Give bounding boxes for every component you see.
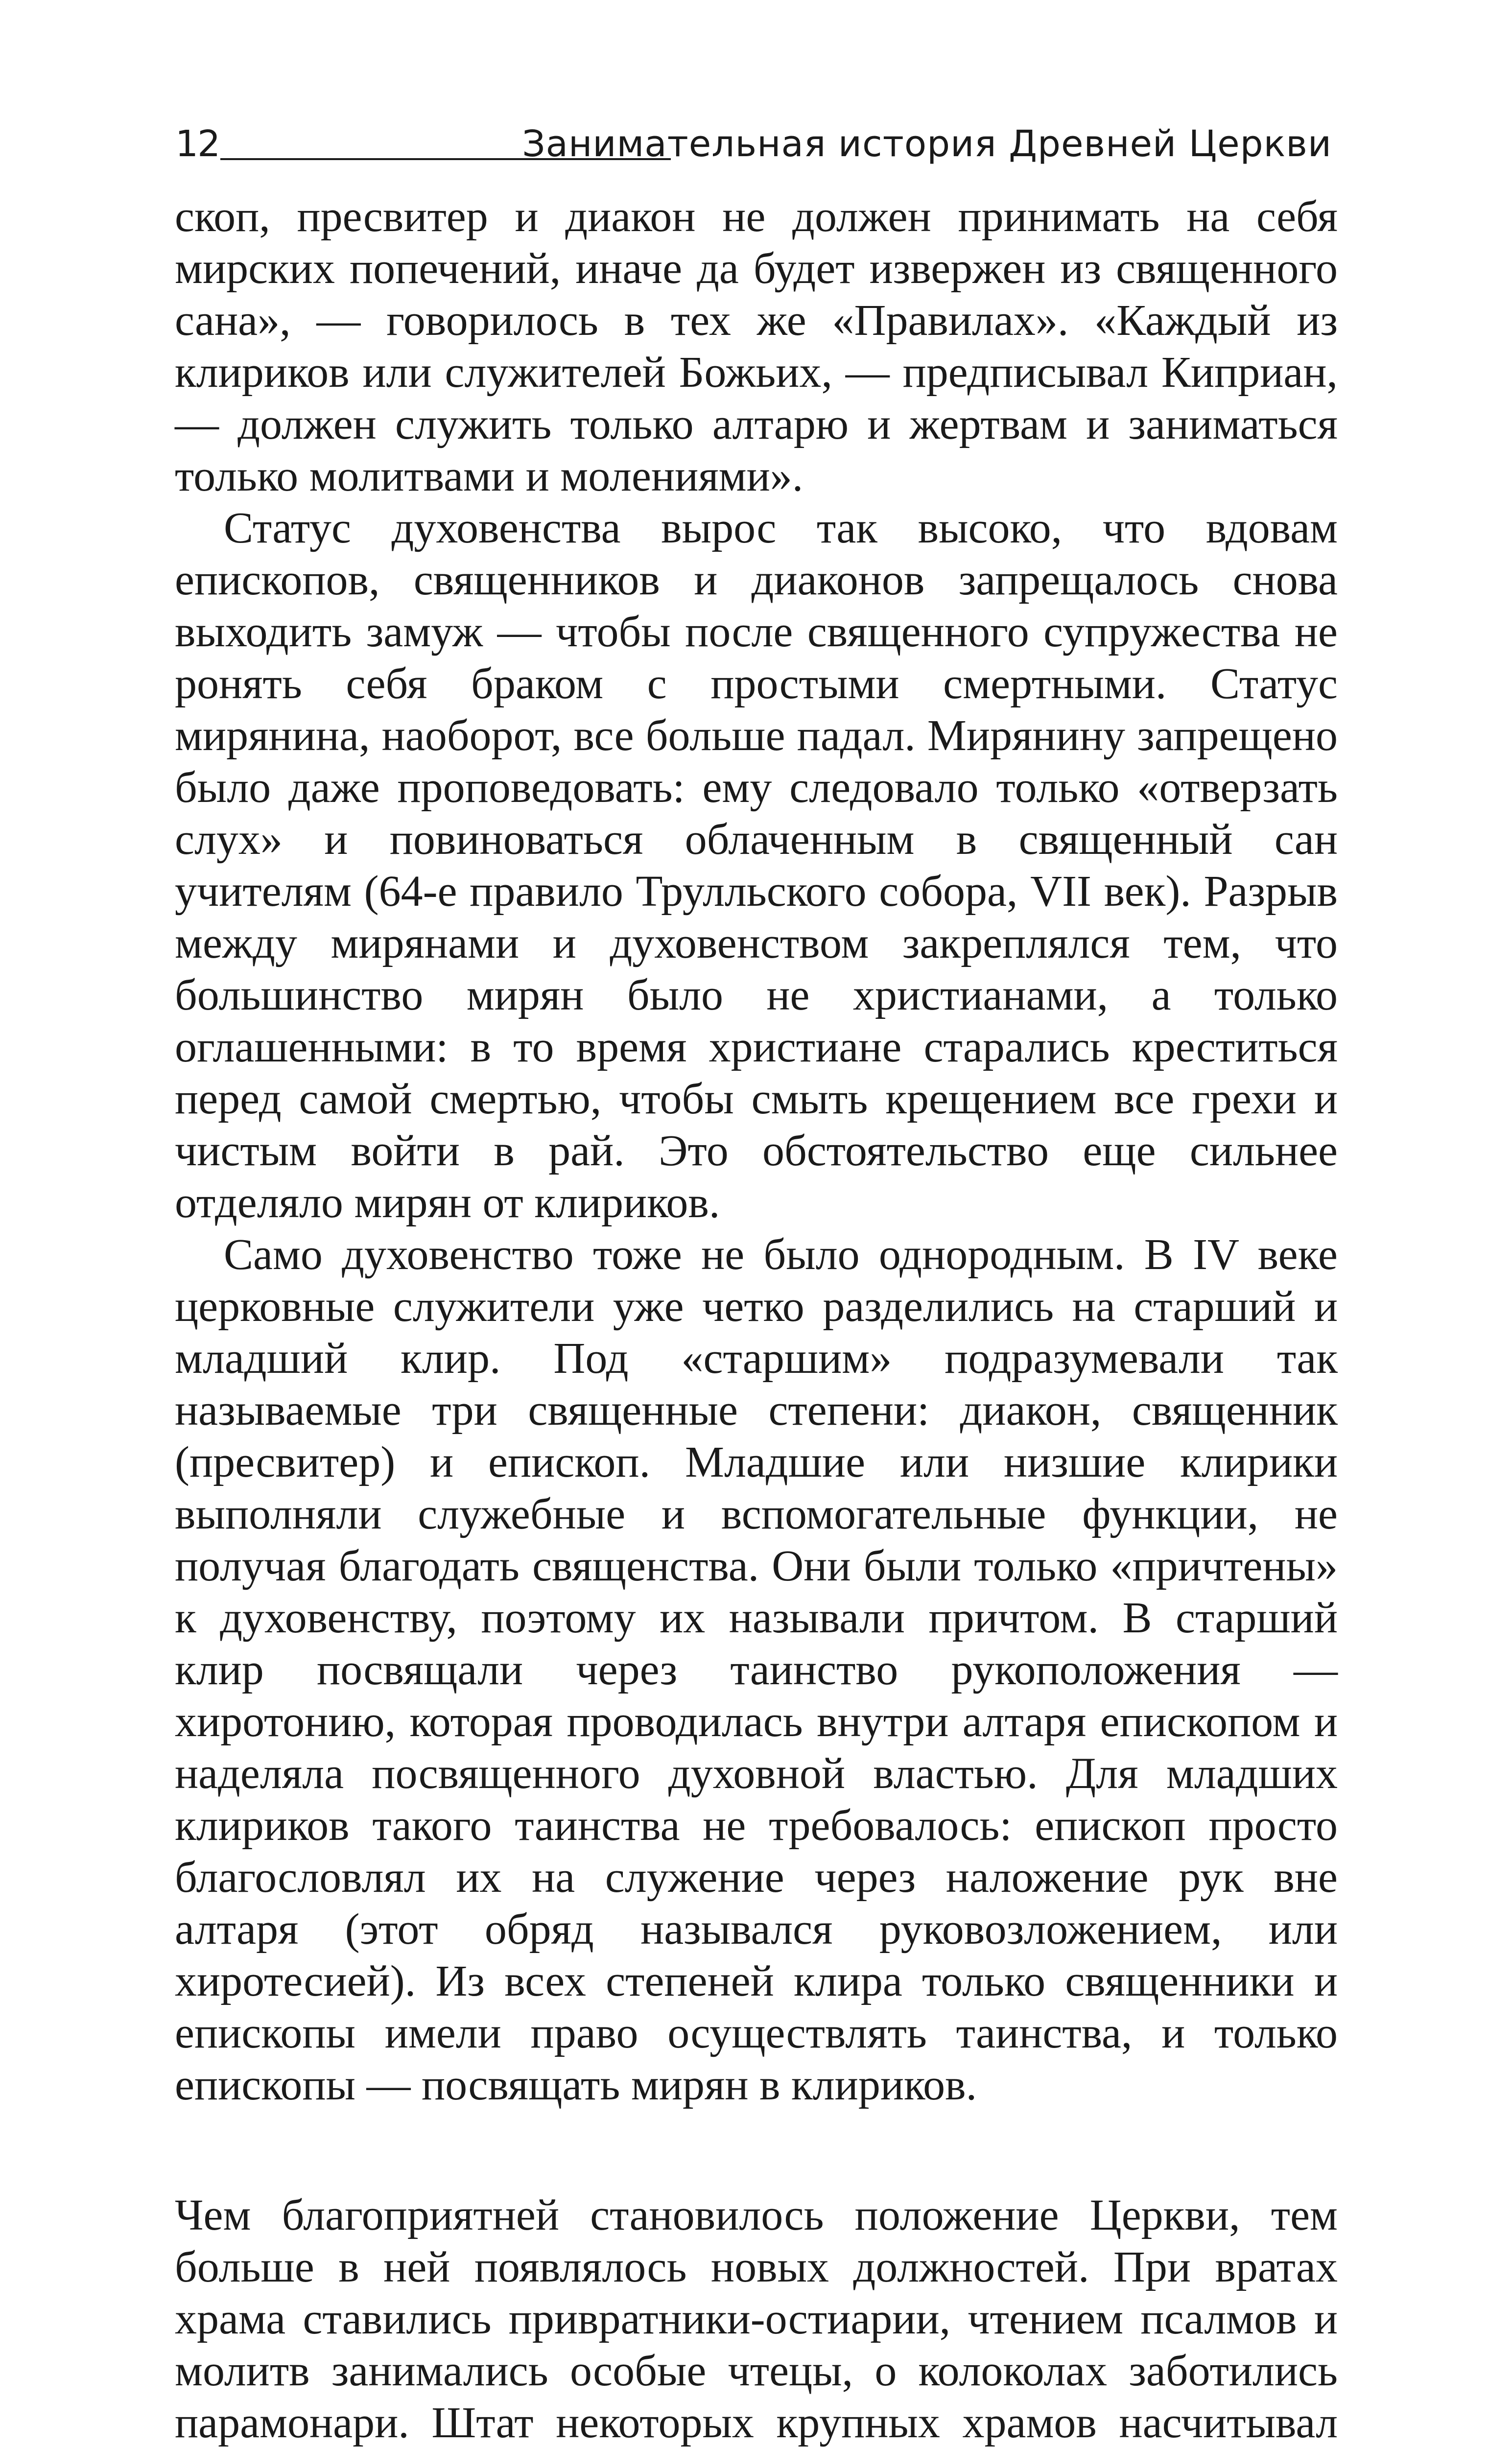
paragraph-clergy-status: Статус духовенства вырос так высоко, что вдовам епископов, священников и диаконов запрещалось снова выходить замуж — чтобы после священного супружества не ронять себя браком с простыми смертными. Статус мирянина, наоборот, все больше падал. Мирянину запрещено было даже проповедовать: ему следовало только «отверзать слух» и повиноваться облаченным в священный сан учителям (64-е правило Трулльского собора, VII век). Разрыв между мирянами и духовенством закреплялся тем, что большинство мирян было не христианами, а только оглашенными: в то время христиане старались креститься перед самой смертью, чтобы смыть крещением все грехи и чистым войти в рай. Это обстоятельство еще сильнее отделяло мирян от клириков. — [175, 504, 1338, 1227]
running-header — [171, 112, 1342, 170]
running-title: Занимательная история Древней Церкви — [522, 123, 1332, 165]
page-number: 12 — [175, 123, 220, 165]
body-text — [175, 191, 1338, 2448]
paragraph-clergy-ranks: Само духовенство тоже не было однородным. В IV веке церковные служители уже четко разделились на старший и младший клир. Под «старшим» подразумевали так называемые три священные степени: диакон, священник (пресвитер) и епископ. Младшие или низшие клирики выполняли служебные и вспомогательные функции, не получая благодать священства. Они были только «причтены» к духовенству, поэтому их называли причтом. В старший клир посвящали через таинство рукоположения — хиротонию, которая проводилась внутри алтаря епископом и наделяла посвященного духовной властью. Для младших клириков такого таинства не требовалось: епископ просто благословлял их на служение через наложение рук вне алтаря (этот обряд назывался руковозложением, или хиротесией). Из всех степеней клира только священники и епископы имели право осуществлять таинства, и только епископы — посвящать мирян в клириков. — [175, 1230, 1338, 2109]
paragraph-new-offices: Чем благоприятней становилось положение Церкви, тем больше в ней появлялось новых должностей. При вратах храма ставились привратники-остиарии, чтением псалмов и молитв занимались особые чтецы, о колоколах заботились парамонари. Штат некоторых крупных храмов насчитывал — [175, 2191, 1338, 2447]
paragraph-continued: скоп, пресвитер и диакон не должен принимать на себя мирских попечений, иначе да будет извержен из священного сана», — говорилось в тех же «Правилах». «Каждый из клириков или служителей Божьих, — предписывал Киприан, — должен служить только алтарю и жертвам и заниматься только молитвами и молениями». — [175, 192, 1338, 500]
